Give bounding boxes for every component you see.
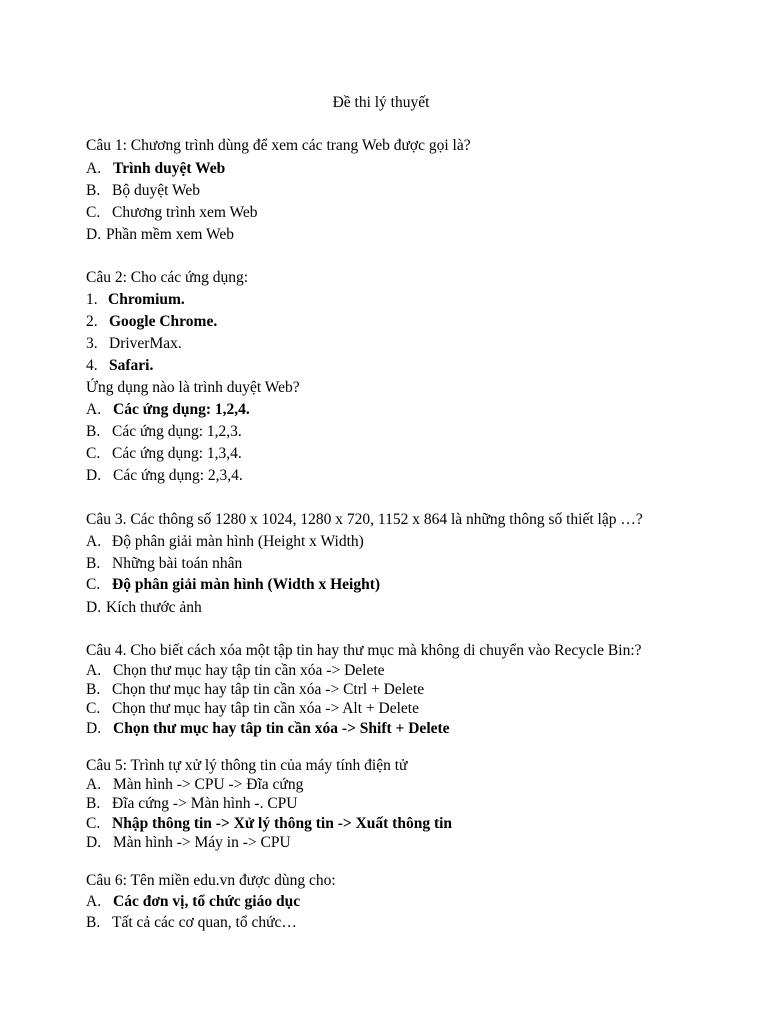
- q4-option-a: A. Chọn thư mục hay tập tin cần xóa -> Delete: [86, 662, 385, 679]
- q3-option-a: A. Độ phân giải màn hình (Height x Width): [86, 533, 364, 550]
- q2-item-4: 4. Safari.: [86, 357, 154, 374]
- q2-option-a: A. Các ứng dụng: 1,2,4.: [86, 401, 250, 418]
- q5-option-c: C. Nhập thông tin -> Xử lý thông tin -> Xuất thông tin: [86, 815, 453, 832]
- question-5: Câu 5: Trình tự xử lý thông tin của máy tính điện tử: [86, 757, 408, 774]
- q6-option-a: A. Các đơn vị, tổ chức giáo dục: [86, 893, 301, 910]
- q1-option-b: B. Bộ duyệt Web: [86, 182, 201, 199]
- q2-option-d: D. Các ứng dụng: 2,3,4.: [86, 467, 243, 484]
- q4-option-c: C. Chọn thư mục hay tâp tin cần xóa -> Alt + Delete: [86, 700, 419, 717]
- question-1: Câu 1: Chương trình dùng để xem các trang Web được gọi là?: [86, 137, 471, 154]
- q5-option-a: A. Màn hình -> CPU -> Đĩa cứng: [86, 776, 304, 793]
- q6-option-b: B. Tất cả các cơ quan, tổ chức…: [86, 914, 297, 931]
- q2-option-b: B. Các ứng dụng: 1,2,3.: [86, 423, 242, 440]
- q5-option-b: B. Đĩa cứng -> Màn hình -. CPU: [86, 795, 298, 812]
- question-2: Câu 2: Cho các ứng dụng:: [86, 269, 249, 286]
- q2-item-2: 2. Google Chrome.: [86, 313, 218, 330]
- q1-option-a: A. Trình duyệt Web: [86, 160, 226, 177]
- q5-option-d: D. Màn hình -> Máy in -> CPU: [86, 834, 291, 851]
- question-6: Câu 6: Tên miền edu.vn được dùng cho:: [86, 872, 336, 889]
- q1-option-d: D. Phần mềm xem Web: [86, 226, 235, 243]
- q2-option-c: C. Các ứng dụng: 1,3,4.: [86, 445, 242, 462]
- document-title: Đề thi lý thuyết: [332, 94, 430, 111]
- q3-option-c: C. Độ phân giải màn hình (Width x Height): [86, 576, 381, 593]
- q4-option-d: D. Chọn thư mục hay tâp tin cần xóa -> Shift + Delete: [86, 720, 450, 737]
- q2-subquestion: Ứng dụng nào là trình duyệt Web?: [86, 379, 300, 396]
- q3-option-d: D. Kích thước ảnh: [86, 599, 202, 616]
- question-4: Câu 4. Cho biết cách xóa một tập tin hay thư mục mà không di chuyển vào Recycle Bin:?: [86, 642, 642, 659]
- q2-item-1: 1. Chromium.: [86, 291, 185, 308]
- question-3: Câu 3. Các thông số 1280 x 1024, 1280 x 720, 1152 x 864 là những thông số thiết lập …?: [86, 511, 643, 528]
- q4-option-b: B. Chọn thư mục hay tâp tin cần xóa -> Ctrl + Delete: [86, 681, 425, 698]
- q3-option-b: B. Những bài toán nhân: [86, 555, 243, 572]
- q1-option-c: C. Chương trình xem Web: [86, 204, 258, 221]
- q2-item-3: 3. DriverMax.: [86, 335, 182, 352]
